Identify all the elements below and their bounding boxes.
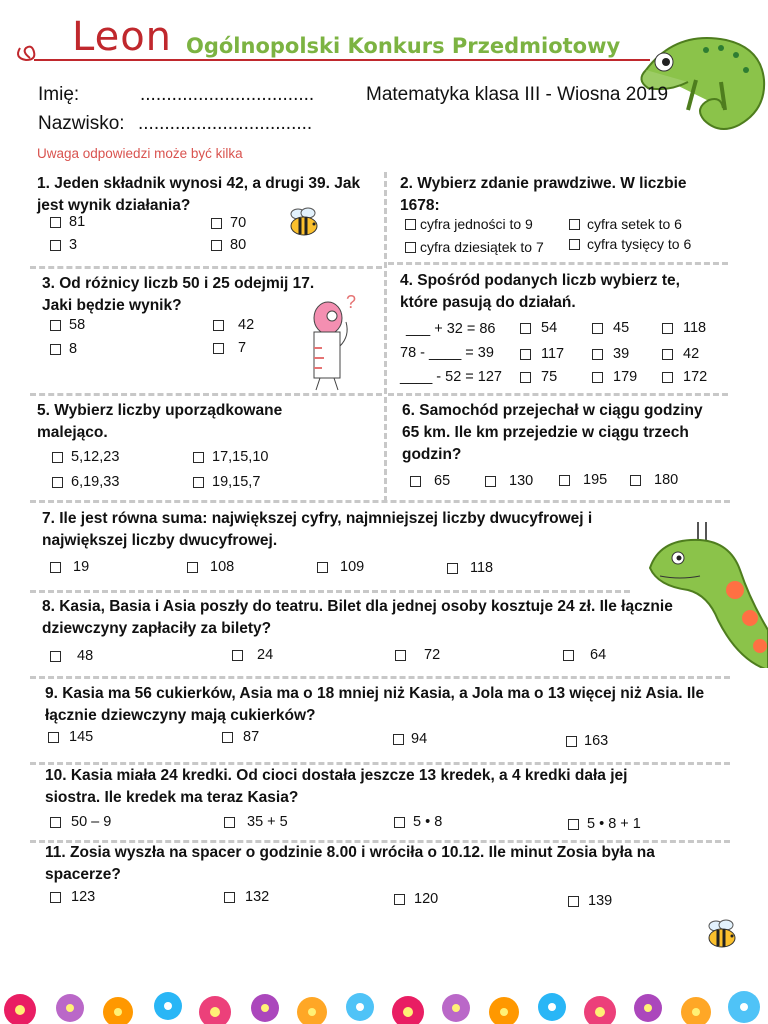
option-label: 7 xyxy=(238,340,247,356)
answer-option[interactable] xyxy=(48,729,93,745)
checkbox[interactable] xyxy=(569,239,580,250)
checkbox[interactable] xyxy=(232,650,243,661)
answer-option[interactable] xyxy=(393,731,427,747)
checkbox[interactable] xyxy=(405,219,416,230)
checkbox[interactable] xyxy=(592,372,603,383)
option-label: 180 xyxy=(654,472,679,488)
answer-option[interactable] xyxy=(211,237,246,253)
option-label: cyfra dziesiątek to 7 xyxy=(420,239,544,255)
answer-option[interactable] xyxy=(50,559,89,575)
answer-option[interactable] xyxy=(50,214,85,230)
option-label: 118 xyxy=(683,320,707,336)
answer-option[interactable] xyxy=(50,341,77,357)
divider xyxy=(30,676,730,679)
answer-option[interactable] xyxy=(520,346,564,362)
option-label: 42 xyxy=(238,317,255,333)
checkbox[interactable] xyxy=(50,651,61,662)
question-7: 7. Ile jest równa suma: największej cyfry, najmniejszej liczby dwucyfrowej i największej liczby dwucyfrowej. xyxy=(42,510,593,549)
name-field[interactable]: ................................. xyxy=(140,84,315,105)
answer-option[interactable] xyxy=(447,560,493,576)
answer-option[interactable] xyxy=(592,320,629,336)
checkbox[interactable] xyxy=(50,344,61,355)
checkbox[interactable] xyxy=(566,736,577,747)
logo: Leon xyxy=(72,14,173,60)
bee-icon xyxy=(702,918,742,950)
checkbox[interactable] xyxy=(52,452,63,463)
option-label: 5,12,23 xyxy=(71,449,120,465)
checkbox[interactable] xyxy=(224,892,235,903)
option-label: 48 xyxy=(77,648,94,664)
answer-option[interactable] xyxy=(569,216,682,232)
question-6: 6. Samochód przejechał w ciągu godziny 65 km. Ile km przejedzie w ciągu trzech godzin? xyxy=(402,402,703,463)
equation: ___ + 32 = 86 xyxy=(406,321,496,337)
checkbox[interactable] xyxy=(50,562,61,573)
answer-option[interactable] xyxy=(559,472,607,488)
option-label: cyfra jedności to 9 xyxy=(420,216,533,232)
answer-option[interactable] xyxy=(50,814,111,830)
option-label: 35 + 5 xyxy=(247,814,288,830)
question-1: 1. Jeden składnik wynosi 42, a drugi 39. Jak jest wynik działania? xyxy=(37,175,361,214)
answer-option[interactable] xyxy=(592,346,629,362)
svg-text:?: ? xyxy=(346,292,357,312)
checkbox[interactable] xyxy=(394,817,405,828)
checkbox[interactable] xyxy=(50,240,61,251)
option-label: 54 xyxy=(541,320,558,336)
option-label: 195 xyxy=(583,472,608,488)
option-label: 81 xyxy=(69,214,86,230)
option-label: 172 xyxy=(683,369,708,385)
answer-option[interactable] xyxy=(50,889,95,905)
answer-option[interactable] xyxy=(232,647,273,663)
option-label: 163 xyxy=(584,733,609,749)
chameleon-illustration xyxy=(626,20,768,145)
answer-option[interactable] xyxy=(187,559,234,575)
option-label: 87 xyxy=(243,729,260,745)
question-9: 9. Kasia ma 56 cukierków, Asia ma o 18 mniej niż Kasia, a Jola ma o 13 więcej niż Asia. Ile łącznie dziewczyny mają cukierków? xyxy=(45,685,705,724)
flower-border xyxy=(0,970,768,1024)
equation: 78 - ____ = 39 xyxy=(400,345,494,361)
divider-vertical xyxy=(384,172,387,502)
question-5: 5. Wybierz liczby uporządkowane malejąco. xyxy=(37,402,283,441)
answer-option[interactable] xyxy=(568,816,641,832)
thinking-pencil-illustration xyxy=(300,288,365,394)
answer-option[interactable] xyxy=(405,239,544,255)
answer-option[interactable] xyxy=(520,369,557,385)
option-label: 72 xyxy=(424,647,441,663)
checkbox[interactable] xyxy=(592,323,603,334)
checkbox[interactable] xyxy=(410,476,421,487)
checkbox[interactable] xyxy=(395,650,406,661)
checkbox[interactable] xyxy=(569,219,580,230)
answer-option[interactable] xyxy=(52,474,119,490)
instruction-note: Uwaga odpowiedzi może być kilka xyxy=(37,146,243,161)
option-label: 50 – 9 xyxy=(71,814,112,830)
option-label: 5 • 8 + 1 xyxy=(587,816,641,832)
answer-option[interactable] xyxy=(317,559,364,575)
answer-option[interactable] xyxy=(405,216,533,232)
checkbox[interactable] xyxy=(224,817,235,828)
option-label: 42 xyxy=(683,346,700,362)
checkbox[interactable] xyxy=(447,563,458,574)
option-label: 145 xyxy=(69,729,94,745)
checkbox[interactable] xyxy=(393,734,404,745)
checkbox[interactable] xyxy=(559,475,570,486)
answer-option[interactable] xyxy=(50,237,77,253)
answer-option[interactable] xyxy=(568,893,612,909)
answer-option[interactable] xyxy=(394,814,442,830)
checkbox[interactable] xyxy=(485,476,496,487)
option-label: 75 xyxy=(541,369,558,385)
option-label: 3 xyxy=(69,237,78,253)
checkbox[interactable] xyxy=(662,349,673,360)
answer-option[interactable] xyxy=(569,236,691,252)
checkbox[interactable] xyxy=(193,477,204,488)
answer-option[interactable] xyxy=(50,648,93,664)
checkbox[interactable] xyxy=(50,217,61,228)
checkbox[interactable] xyxy=(520,372,531,383)
checkbox[interactable] xyxy=(52,477,63,488)
checkbox[interactable] xyxy=(520,349,531,360)
dinosaur-illustration xyxy=(640,518,768,668)
answer-option[interactable] xyxy=(630,472,678,488)
option-label: 117 xyxy=(541,346,565,362)
option-label: 24 xyxy=(257,647,274,663)
contest-subtitle: Ogólnopolski Konkurs Przedmiotowy xyxy=(186,34,621,58)
answer-option[interactable] xyxy=(485,473,533,489)
answer-option[interactable] xyxy=(211,215,246,231)
checkbox[interactable] xyxy=(50,892,61,903)
option-label: 139 xyxy=(588,893,613,909)
bee-icon xyxy=(284,206,324,238)
answer-option[interactable] xyxy=(395,647,440,663)
question-11: 11. Zosia wyszła na spacer o godzinie 8.00 i wróciła o 10.12. Ile minut Zosia była na spacerze? xyxy=(45,844,655,883)
answer-option[interactable] xyxy=(50,317,85,333)
checkbox[interactable] xyxy=(213,320,224,331)
answer-option[interactable] xyxy=(563,647,606,663)
checkbox[interactable] xyxy=(520,323,531,334)
checkbox[interactable] xyxy=(568,819,579,830)
option-label: 19 xyxy=(73,559,90,575)
checkbox[interactable] xyxy=(193,452,204,463)
checkbox[interactable] xyxy=(211,240,222,251)
option-label: 39 xyxy=(613,346,630,362)
option-label: 19,15,7 xyxy=(212,474,261,490)
option-label: 109 xyxy=(340,559,365,575)
divider xyxy=(388,393,728,396)
answer-option[interactable] xyxy=(222,729,259,745)
divider xyxy=(30,500,730,503)
checkbox[interactable] xyxy=(187,562,198,573)
checkbox[interactable] xyxy=(222,732,233,743)
checkbox[interactable] xyxy=(50,320,61,331)
option-label: cyfra setek to 6 xyxy=(587,216,682,232)
answer-option[interactable] xyxy=(520,320,557,336)
answer-option[interactable] xyxy=(662,320,706,336)
option-label: 132 xyxy=(245,889,270,905)
checkbox[interactable] xyxy=(662,372,673,383)
divider xyxy=(30,266,382,269)
option-label: 179 xyxy=(613,369,638,385)
answer-option[interactable] xyxy=(193,474,260,490)
name-label: Imię: xyxy=(38,84,80,105)
checkbox[interactable] xyxy=(662,323,673,334)
option-label: 108 xyxy=(210,559,235,575)
checkbox[interactable] xyxy=(592,349,603,360)
checkbox[interactable] xyxy=(563,650,574,661)
question-4: 4. Spośród podanych liczb wybierz te, które pasują do działań. xyxy=(400,272,680,311)
answer-option[interactable] xyxy=(213,340,246,356)
surname-label: Nazwisko: xyxy=(38,113,125,134)
checkbox[interactable] xyxy=(394,894,405,905)
question-2: 2. Wybierz zdanie prawdziwe. W liczbie 1678: xyxy=(400,175,687,214)
option-label: 8 xyxy=(69,341,78,357)
option-label: 65 xyxy=(434,473,451,489)
option-label: 130 xyxy=(509,473,534,489)
answer-option[interactable] xyxy=(394,891,438,907)
option-label: 80 xyxy=(230,237,247,253)
answer-option[interactable] xyxy=(224,889,269,905)
option-label: 17,15,10 xyxy=(212,449,269,465)
checkbox[interactable] xyxy=(211,218,222,229)
answer-option[interactable] xyxy=(410,473,450,489)
option-label: 6,19,33 xyxy=(71,474,120,490)
question-8: 8. Kasia, Basia i Asia poszły do teatru. Bilet dla jednej osoby kosztuje 24 zł. Ile łącznie dziewczyny zapłaciły za bilety? xyxy=(42,598,673,637)
checkbox[interactable] xyxy=(405,242,416,253)
option-label: 70 xyxy=(230,215,247,231)
answer-option[interactable] xyxy=(662,346,699,362)
checkbox[interactable] xyxy=(568,896,579,907)
option-label: 64 xyxy=(590,647,607,663)
question-3: 3. Od różnicy liczb 50 i 25 odejmij 17. Jaki będzie wynik? xyxy=(42,275,315,314)
question-10: 10. Kasia miała 24 kredki. Od cioci dostała jeszcze 13 kredek, a 4 kredki dała jej siostra. Ile kredek ma teraz Kasia? xyxy=(45,767,628,806)
equation: ____ - 52 = 127 xyxy=(400,369,502,385)
option-label: 123 xyxy=(71,889,96,905)
answer-option[interactable] xyxy=(213,317,254,333)
option-label: 120 xyxy=(414,891,439,907)
divider xyxy=(388,262,728,265)
answer-option[interactable] xyxy=(52,449,119,465)
checkbox[interactable] xyxy=(48,732,59,743)
option-label: 5 • 8 xyxy=(413,814,443,830)
answer-option[interactable] xyxy=(592,369,637,385)
option-label: 58 xyxy=(69,317,86,333)
exam-title: Matematyka klasa III - Wiosna 2019 xyxy=(366,84,669,105)
option-label: 118 xyxy=(470,560,494,576)
answer-option[interactable] xyxy=(566,733,608,749)
divider xyxy=(30,590,630,593)
checkbox[interactable] xyxy=(630,475,641,486)
surname-field[interactable]: ................................. xyxy=(138,113,313,134)
checkbox[interactable] xyxy=(50,817,61,828)
checkbox[interactable] xyxy=(213,343,224,354)
option-label: 45 xyxy=(613,320,630,336)
option-label: cyfra tysięcy to 6 xyxy=(587,236,692,252)
answer-option[interactable] xyxy=(662,369,707,385)
answer-option[interactable] xyxy=(193,449,268,465)
checkbox[interactable] xyxy=(317,562,328,573)
answer-option[interactable] xyxy=(224,814,288,830)
option-label: 94 xyxy=(411,731,428,747)
